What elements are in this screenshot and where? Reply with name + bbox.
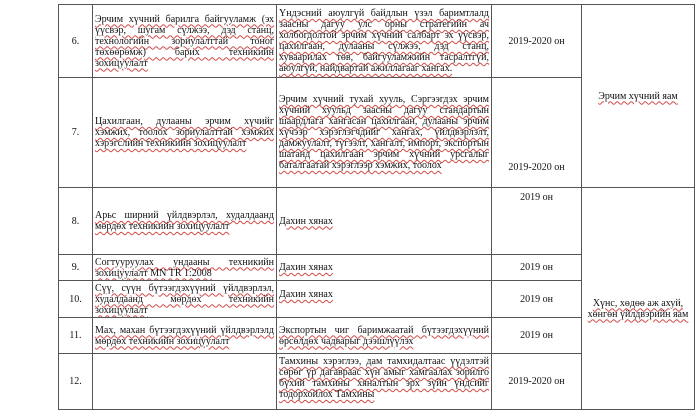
requirement-cell: [93, 281, 277, 318]
row-number: 10.: [59, 281, 93, 318]
requirement-text: Мах, махан бүтээгдэхүүний үйлдвэрлэлд мөрдөх техникийн зохицуулалт: [95, 324, 274, 347]
description-text: Дахин хянах: [279, 215, 333, 227]
year-text: 2019-2020 он: [508, 376, 565, 387]
year-cell: [492, 318, 582, 354]
row-number: 8.: [59, 188, 93, 255]
requirement-text: Согтууруулах ундааны техникийн зохицуулалт MN TR 1:2008: [95, 256, 274, 279]
row-number: 11.: [59, 318, 93, 354]
requirement-text: Арьс ширний үйлдвэрлэл, худалдаанд мөрдөх техникийн зохицуулалт: [95, 210, 274, 232]
requirement-cell: [93, 318, 277, 354]
requirement-text: Эрчим хүчний барилга байгууламж (эх үүсвэр, шугам сүлжээ, дэд станц, технологийн зориулалттай тоног төхөөрөмж) барих техникийн зохицуулалт: [95, 13, 274, 69]
description-cell: [277, 318, 492, 354]
description-cell: [277, 5, 492, 78]
sector-text: Хүнс, хөдөө аж ахуй, хөнгөн үйлдвэрийн яам: [587, 297, 689, 320]
description-text: Үндэсний аюулгүй байдлын үзэл баримтлалд заасны дагуу улс орны стратегийн ач холбогдолтой эрчим хүчний салбарт эх үүсвэр, цахилгаан, дулааны сүлжээ, дэд станц, хуваарилах төв, байгууламжийн тасралтгүй, аюулгүй, найдвартай ажиллагааг хангах.: [279, 8, 489, 74]
year-cell: [492, 188, 582, 255]
description-text: Эрчим хүчний тухай хууль, Сэргээгдэх эрчим хүчний хуульд заасны дагуу стандартын шаардлага хангасан цахилгаан, дулааны эрчим хүчээр хэрэглэгчдийг хангах, үйлдвэрлэлт, дамжуулалт, түгээлт, хангалт, импорт, экспортын шатанд цахилгаан эрчим хүчний урсгалыг баталгаатай хэрэглээр хэмжих, тоолох: [279, 94, 489, 171]
row-number: 9.: [59, 255, 93, 281]
sector-cell-food: [582, 188, 695, 410]
sector-cell-energy: [582, 5, 695, 188]
requirement-text: Сүү, сүүн бүтээгдэхүүний үйлдвэрлэл, худалдаанд мөрдөх техникийн зохицуулалт: [95, 282, 274, 316]
year-text: 2019-2020 он: [508, 162, 565, 173]
table-row: [59, 188, 695, 255]
table-row: [59, 5, 695, 78]
year-cell: [492, 354, 582, 410]
description-cell: [277, 281, 492, 318]
year-text: 2019-2020 он: [508, 35, 565, 47]
year-text: 2019 он: [520, 330, 553, 341]
year-text: 2019 он: [520, 293, 553, 305]
row-number: 12.: [59, 354, 93, 410]
description-cell: [277, 255, 492, 281]
year-cell: [492, 281, 582, 318]
year-cell: [492, 78, 582, 188]
description-cell: [277, 188, 492, 255]
description-text: Дахин хянах: [279, 262, 333, 273]
description-text: Дахин хянах: [279, 289, 333, 300]
description-text: Экспортын чиг баримжаатай бүтээгдэхүүний өрсөлдөх чадварыг дээшлүүлэх: [279, 324, 489, 347]
row-number: 6.: [59, 5, 93, 78]
row-number: 7.: [59, 78, 93, 188]
year-cell: [492, 255, 582, 281]
requirement-text: Цахилгаан, дулааны эрчим хүчийг хэмжих, тоолох зориулалттай хэмжих хэрэгслийн техникийн зохицуулалт: [95, 116, 274, 149]
requirement-cell: [93, 255, 277, 281]
requirement-cell: [93, 5, 277, 78]
document-table-region: [58, 4, 694, 412]
sector-text: Эрчим хүчний яам: [598, 90, 678, 102]
description-text: Тамхины хэрэглээ, дам тамхидалтаас үүдэлтэй сөрөг үр дагавраас хүн амыг хамгаалах зорилго бүхий тамхины хяналтын эрх зүйн үндсийг тодорхойлох Тамхины: [279, 356, 489, 400]
year-text: 2019 он: [520, 192, 553, 203]
year-cell: [492, 5, 582, 78]
description-cell: [277, 354, 492, 410]
requirement-cell: [93, 354, 277, 410]
plan-table: [58, 4, 695, 410]
description-cell: [277, 78, 492, 188]
requirement-cell: [93, 188, 277, 255]
year-text: 2019 он: [520, 262, 553, 273]
requirement-cell: [93, 78, 277, 188]
